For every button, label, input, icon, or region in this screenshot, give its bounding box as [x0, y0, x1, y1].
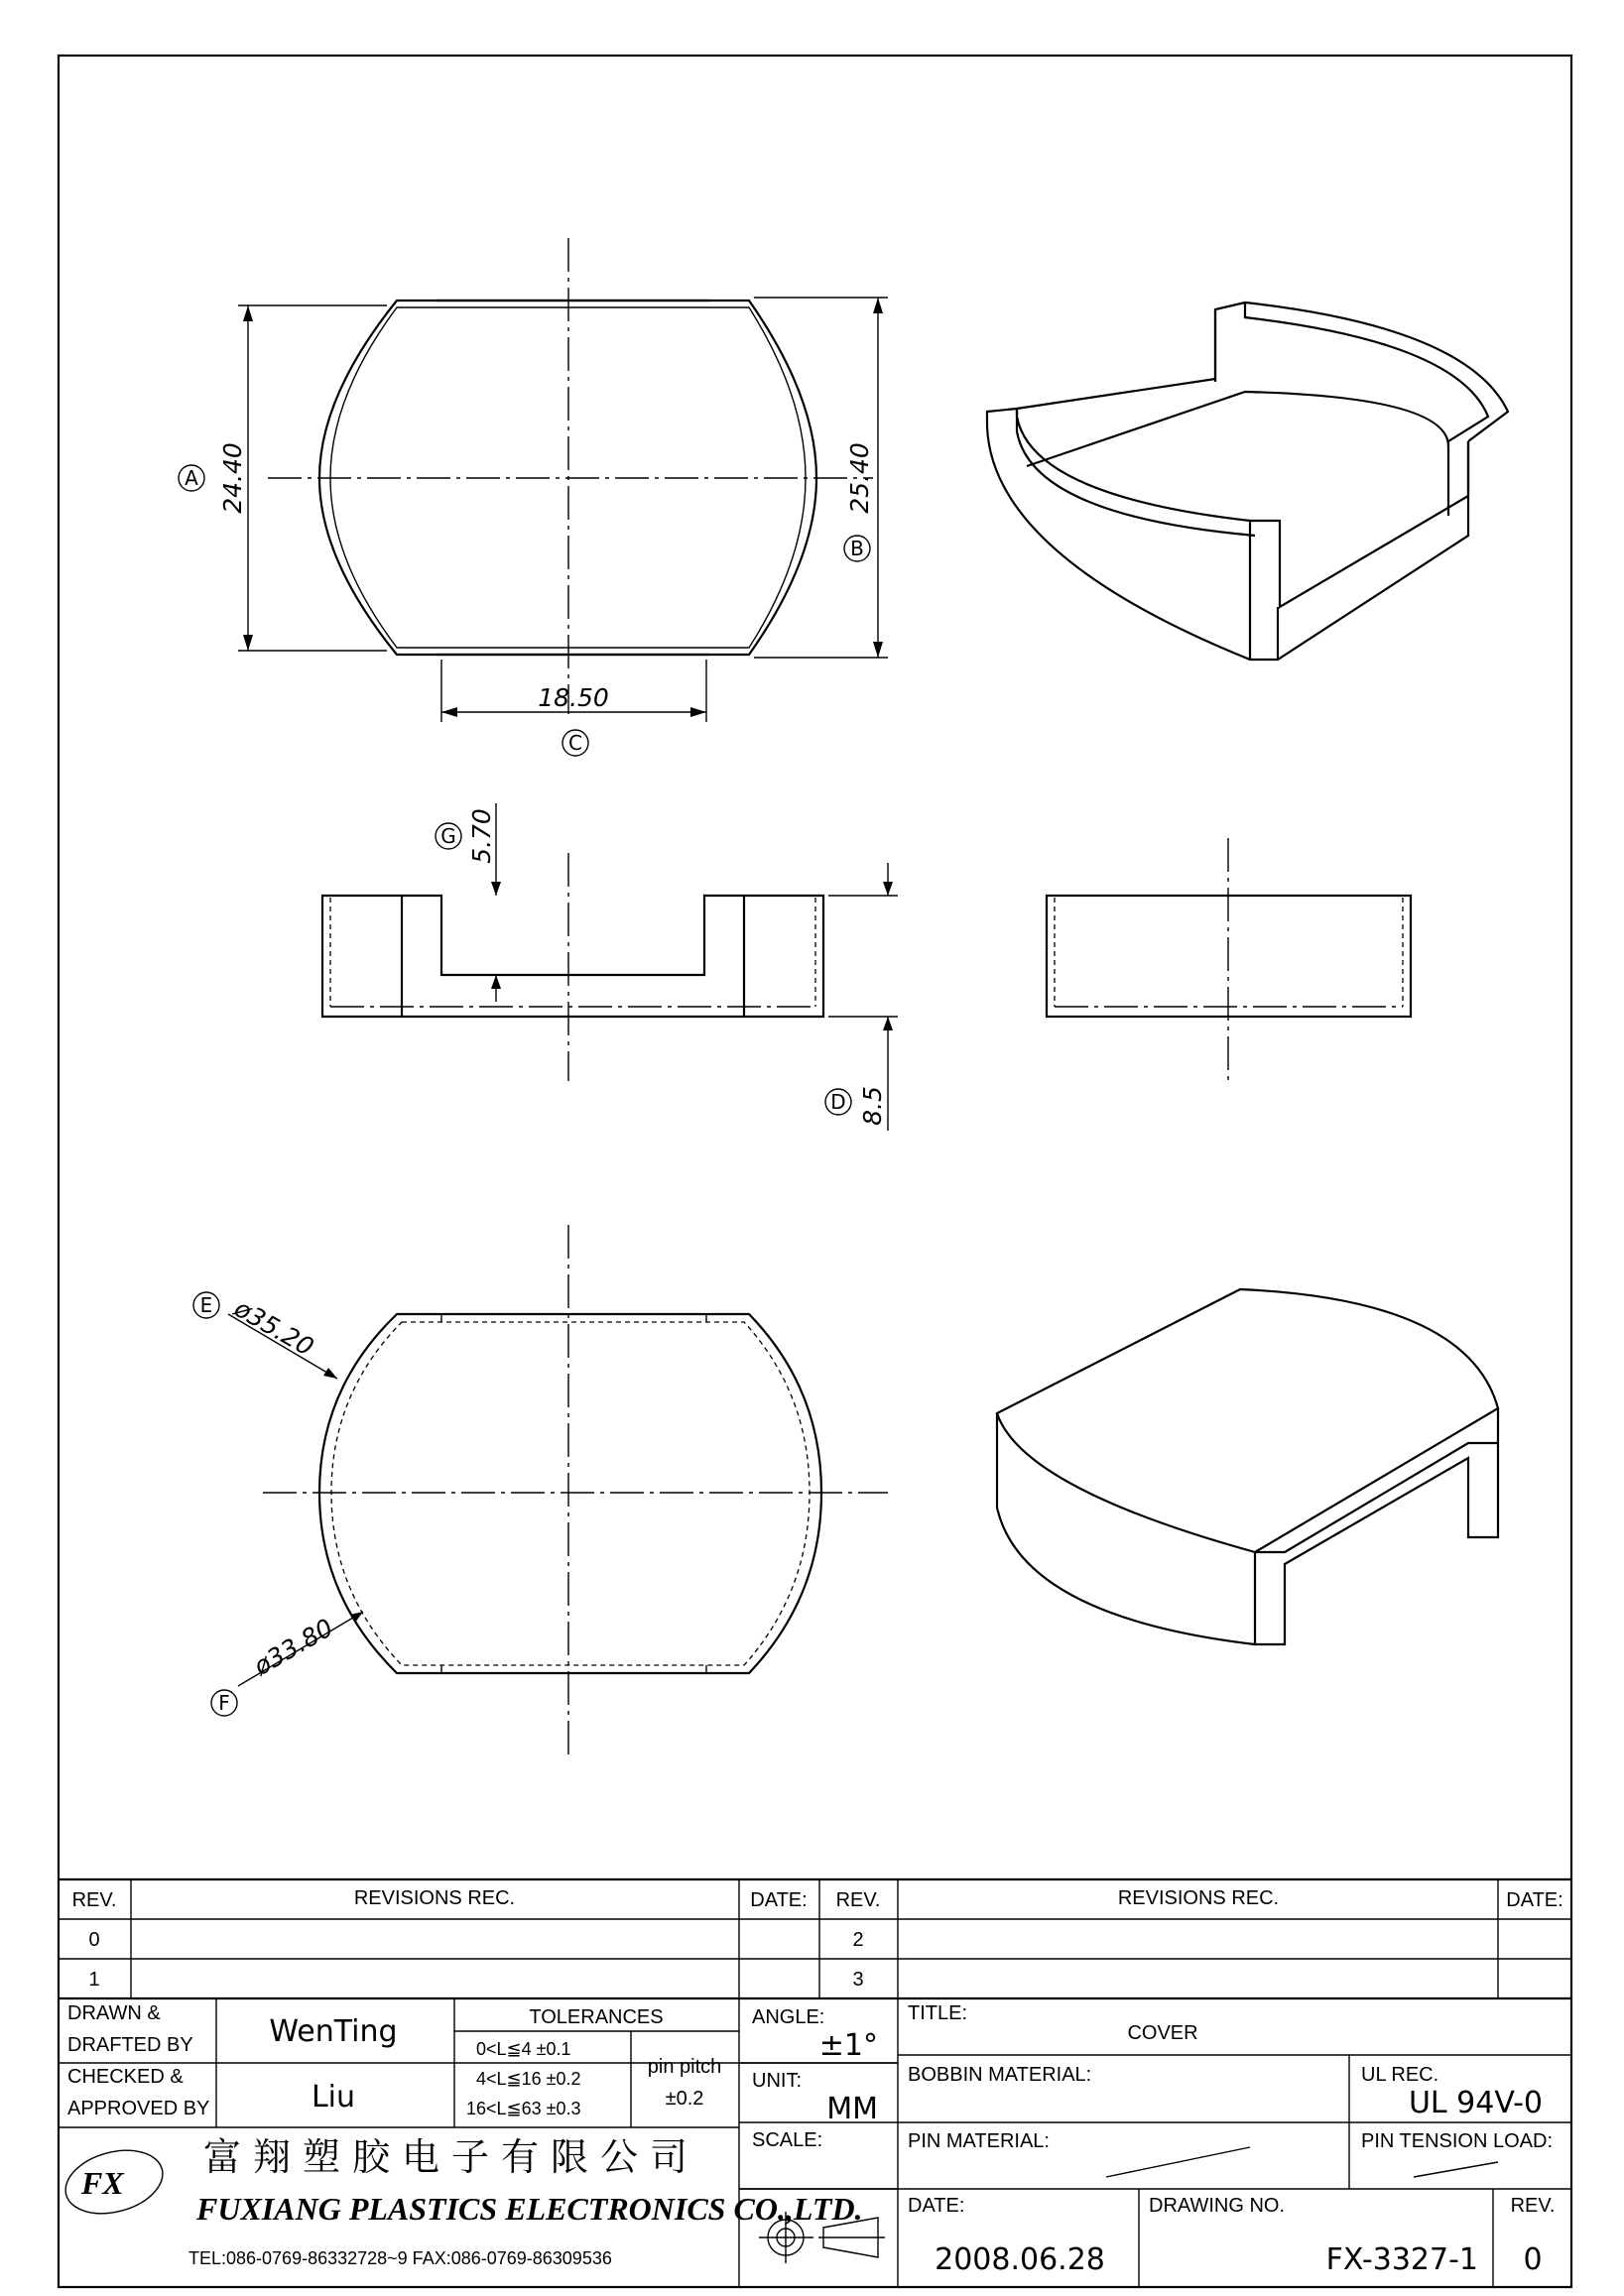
tray-front-edge — [1017, 409, 1250, 660]
dim-g-value: 5.70 — [467, 808, 496, 864]
label-f: F — [218, 1691, 230, 1715]
tolerance-2: 4<L≦16 ±0.2 — [476, 2069, 581, 2089]
pin-material-blank — [1106, 2147, 1250, 2177]
drawing-no-label: DRAWING NO. — [1149, 2195, 1286, 2217]
title-label: TITLE: — [908, 2002, 968, 2024]
company-logo — [59, 2140, 170, 2224]
revisions-header-right: REVISIONS REC. — [1117, 1887, 1280, 1909]
label-a: A — [185, 466, 198, 490]
front-view — [322, 803, 898, 1131]
tolerances-header: TOLERANCES — [529, 2006, 664, 2028]
bottom-view-outline — [319, 1314, 821, 1673]
rev-header-right: REV. — [835, 1889, 881, 1911]
pin-tension-label: PIN TENSION LOAD: — [1361, 2130, 1554, 2152]
iso-view-solid — [997, 1289, 1498, 1644]
checked-by: Liu — [311, 2080, 356, 2115]
company-name-cn: 富翔塑胶电子有限公司 — [203, 2135, 700, 2179]
tolerance-3: 16<L≦63 ±0.3 — [466, 2099, 581, 2118]
bottom-view-inner-hidden — [331, 1322, 810, 1665]
bottom-view — [193, 1225, 888, 1760]
tray-notch — [1250, 496, 1468, 607]
front-view-outline — [322, 896, 823, 1017]
drawing-no-value: FX-3327-1 — [1325, 2242, 1478, 2277]
company-contact: TEL:086-0769-86332728~9 FAX:086-0769-86309536 — [188, 2248, 612, 2268]
label-e: E — [199, 1293, 213, 1317]
solid-notch-top — [1255, 1443, 1498, 1552]
date-value: 2008.06.28 — [935, 2242, 1105, 2277]
ul-rec-value: UL 94V-0 — [1408, 2086, 1543, 2120]
tray-back-inner — [1245, 302, 1488, 516]
revisions-header-left: REVISIONS REC. — [353, 1887, 516, 1909]
drawn-label-2: DRAFTED BY — [67, 2034, 193, 2056]
date-header-left: DATE: — [750, 1889, 808, 1911]
checked-label-1: CHECKED & — [67, 2066, 184, 2088]
tray-left-wall-top — [987, 409, 1017, 431]
tray-outer-bottom — [987, 426, 1468, 660]
unit-label: UNIT: — [752, 2070, 802, 2092]
dim-e-value: ø35.20 — [229, 1293, 319, 1362]
solid-right-face — [1255, 1408, 1498, 1644]
tray-inner-curve — [1017, 431, 1255, 536]
rev-value: 0 — [1523, 2242, 1543, 2277]
angle-label: ANGLE: — [752, 2006, 825, 2028]
dim-e-arrow — [323, 1368, 337, 1379]
angle-value: ±1° — [818, 2028, 878, 2063]
tolerance-1: 0<L≦4 ±0.1 — [476, 2039, 571, 2059]
dim-g-arrows — [491, 882, 501, 989]
ul-rec-label: UL REC. — [1361, 2064, 1439, 2086]
rev-label: REV. — [1510, 2195, 1556, 2217]
dim-b-value: 25.40 — [845, 442, 874, 514]
pin-material-label: PIN MATERIAL: — [908, 2130, 1050, 2152]
rev-row-1: 1 — [88, 1969, 100, 1991]
label-b: B — [850, 537, 864, 560]
pin-tension-blank — [1414, 2162, 1498, 2177]
iso-view-tray — [987, 302, 1508, 660]
title-value: COVER — [1127, 2022, 1198, 2044]
bobbin-material-label: BOBBIN MATERIAL: — [908, 2064, 1092, 2086]
rev-row-0: 0 — [88, 1929, 100, 1951]
label-c: C — [568, 731, 582, 755]
logo-text: FX — [81, 2165, 124, 2201]
company-name-en: FUXIANG PLASTICS ELECTRONICS CO.,LTD. — [196, 2191, 863, 2227]
rev-row-2: 2 — [852, 1929, 864, 1951]
drawing-border — [59, 56, 1571, 2287]
side-view — [1047, 838, 1411, 1081]
unit-value: MM — [826, 2092, 878, 2126]
dim-d-arrows — [883, 882, 893, 1030]
solid-front-curve — [997, 1413, 1255, 1644]
dim-d-value: 8.5 — [858, 1086, 887, 1126]
pin-pitch-value: ±0.2 — [665, 2088, 704, 2110]
pin-pitch-label: pin pitch — [647, 2056, 722, 2078]
drawn-by: WenTing — [269, 2014, 398, 2049]
rev-row-3: 3 — [852, 1969, 864, 1991]
label-g: G — [440, 824, 456, 848]
title-block — [59, 1879, 1571, 2287]
top-view — [179, 238, 888, 756]
dim-c-value: 18.50 — [538, 683, 609, 712]
date-header-right: DATE: — [1506, 1889, 1563, 1911]
date-label: DATE: — [908, 2195, 965, 2217]
label-d: D — [830, 1090, 846, 1114]
checked-label-2: APPROVED BY — [67, 2098, 210, 2119]
scale-label: SCALE: — [752, 2129, 823, 2151]
rev-header-left: REV. — [71, 1889, 117, 1911]
dim-a-value: 24.40 — [218, 442, 247, 514]
dim-f-value: ø33.80 — [248, 1613, 338, 1681]
dim-f-arrow — [350, 1612, 363, 1623]
tray-back-rim — [1017, 302, 1508, 441]
tray-floor-line — [1027, 392, 1448, 466]
drawn-label-1: DRAWN & — [67, 2002, 161, 2024]
solid-top-face — [997, 1289, 1498, 1552]
